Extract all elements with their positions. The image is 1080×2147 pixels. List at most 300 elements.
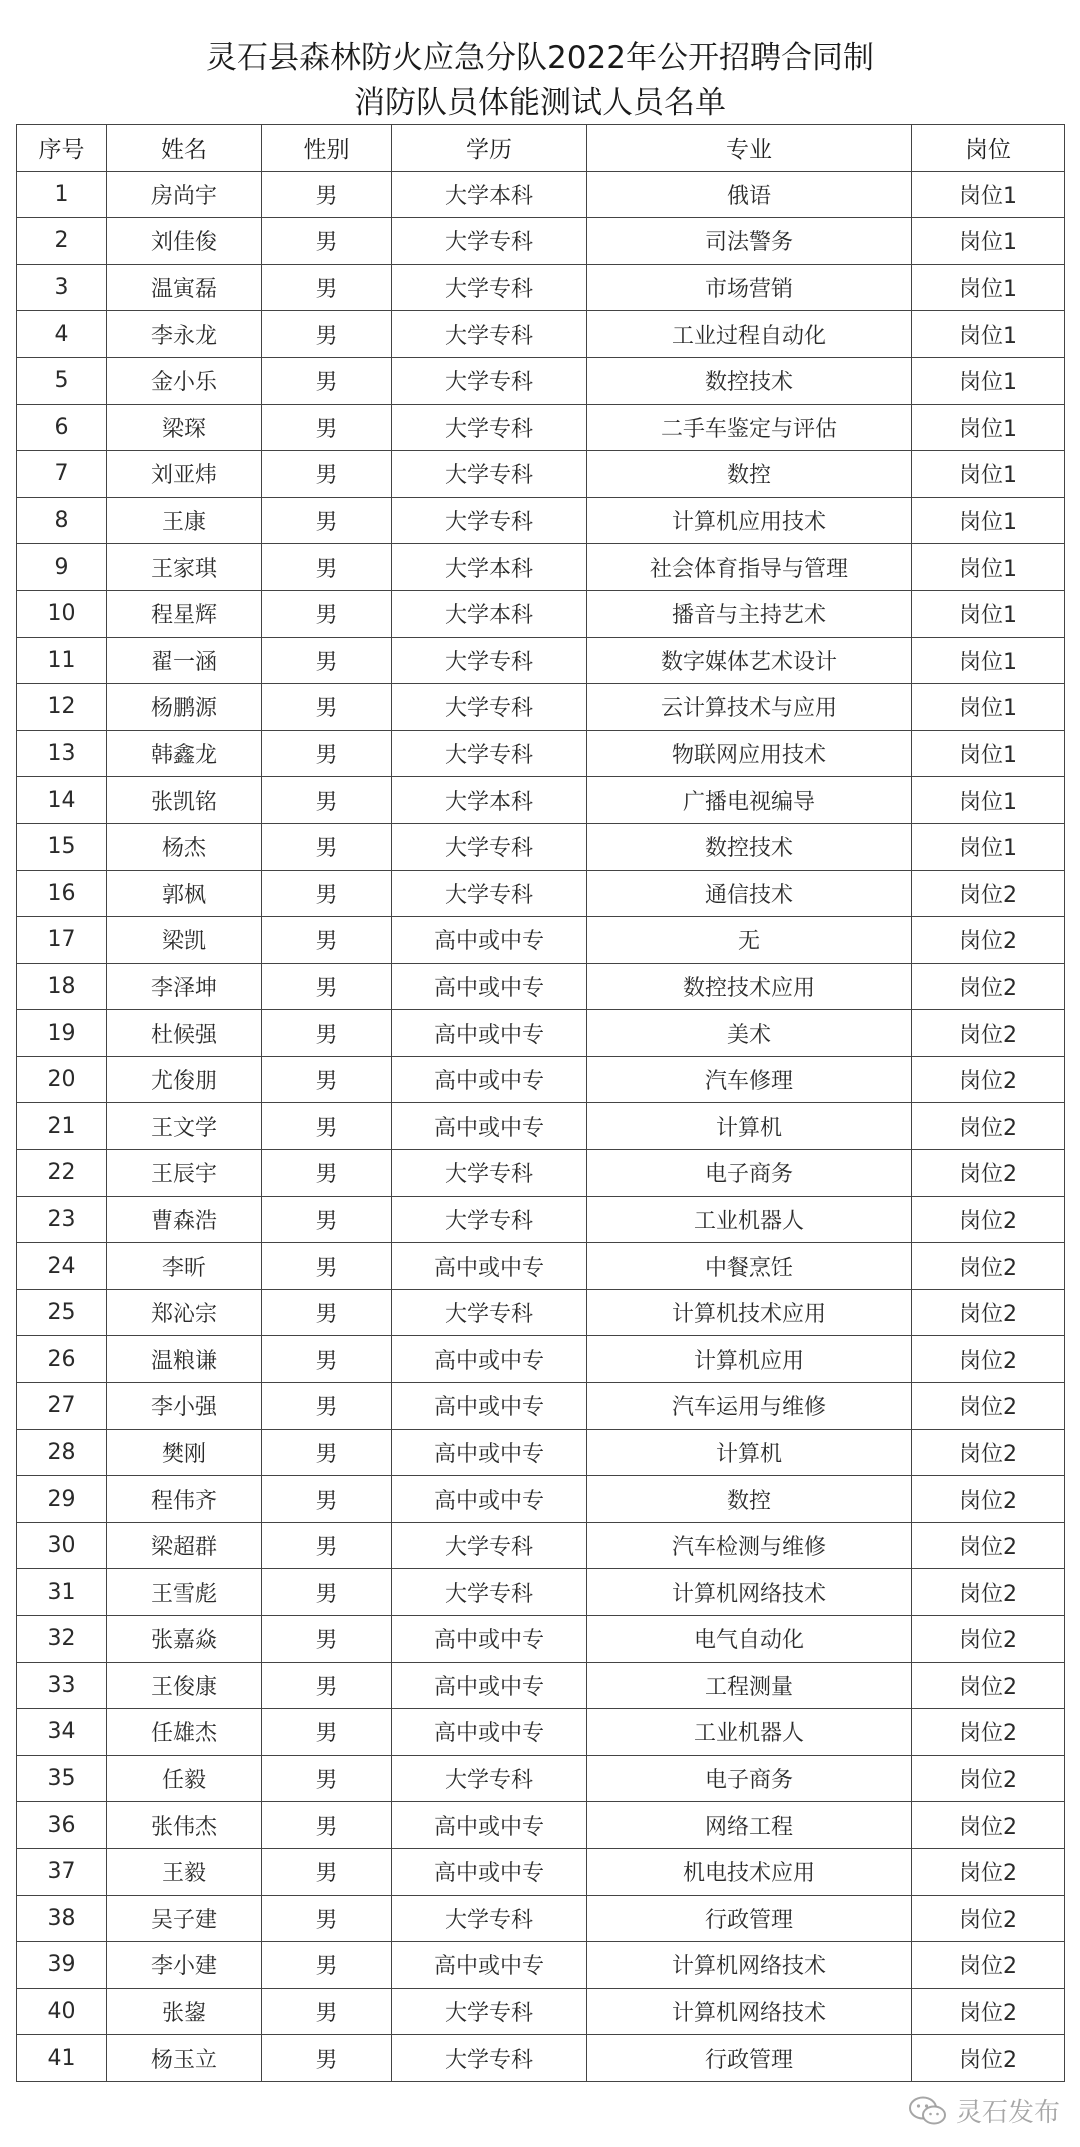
cell-seq: 10 [17,590,107,637]
cell-seq: 12 [17,684,107,731]
cell-seq: 33 [17,1662,107,1709]
cell-position: 岗位2 [912,1848,1065,1895]
cell-gender: 男 [262,1662,392,1709]
cell-position: 岗位2 [912,1942,1065,1989]
cell-major: 计算机网络技术 [587,1988,912,2035]
cell-major: 电气自动化 [587,1616,912,1663]
cell-major: 中餐烹饪 [587,1243,912,1290]
table-row [17,963,1065,1010]
cell-gender: 男 [262,1243,392,1290]
cell-major: 俄语 [587,171,912,218]
cell-gender: 男 [262,1056,392,1103]
cell-gender: 男 [262,1802,392,1849]
table-row [17,1383,1065,1430]
cell-major: 社会体育指导与管理 [587,544,912,591]
table-row [17,1429,1065,1476]
cell-education: 高中或中专 [392,963,587,1010]
table-row [17,357,1065,404]
cell-position: 岗位1 [912,730,1065,777]
cell-seq: 39 [17,1942,107,1989]
cell-gender: 男 [262,823,392,870]
cell-name: 王辰宇 [107,1150,262,1197]
cell-name: 李昕 [107,1243,262,1290]
table-row [17,637,1065,684]
cell-seq: 35 [17,1755,107,1802]
cell-gender: 男 [262,870,392,917]
cell-position: 岗位1 [912,264,1065,311]
cell-education: 大学本科 [392,171,587,218]
cell-name: 刘佳俊 [107,218,262,265]
cell-seq: 28 [17,1429,107,1476]
table-row [17,1988,1065,2035]
cell-education: 大学专科 [392,404,587,451]
cell-position: 岗位1 [912,357,1065,404]
cell-gender: 男 [262,1522,392,1569]
cell-position: 岗位2 [912,1709,1065,1756]
cell-education: 高中或中专 [392,1103,587,1150]
table-row [17,684,1065,731]
cell-major: 计算机技术应用 [587,1289,912,1336]
table-row [17,1522,1065,1569]
cell-education: 大学专科 [392,1988,587,2035]
cell-name: 王俊康 [107,1662,262,1709]
cell-education: 大学专科 [392,1150,587,1197]
cell-education: 大学专科 [392,2035,587,2082]
cell-major: 计算机应用 [587,1336,912,1383]
cell-education: 大学专科 [392,1522,587,1569]
table-row [17,1476,1065,1523]
cell-seq: 4 [17,311,107,358]
header-gender: 性别 [262,125,392,172]
cell-seq: 18 [17,963,107,1010]
cell-name: 程伟齐 [107,1476,262,1523]
cell-seq: 13 [17,730,107,777]
cell-name: 杨鹏源 [107,684,262,731]
table-row [17,1103,1065,1150]
cell-gender: 男 [262,1103,392,1150]
cell-name: 王家琪 [107,544,262,591]
table-row [17,1150,1065,1197]
cell-name: 刘亚炜 [107,451,262,498]
cell-seq: 15 [17,823,107,870]
header-seq: 序号 [17,125,107,172]
cell-gender: 男 [262,1895,392,1942]
table-body [17,171,1065,2081]
cell-position: 岗位2 [912,1429,1065,1476]
cell-name: 王康 [107,497,262,544]
cell-education: 高中或中专 [392,1476,587,1523]
cell-position: 岗位1 [912,497,1065,544]
cell-position: 岗位2 [912,1616,1065,1663]
cell-education: 大学本科 [392,590,587,637]
cell-gender: 男 [262,777,392,824]
cell-major: 数控技术 [587,823,912,870]
table-row [17,1336,1065,1383]
cell-name: 李永龙 [107,311,262,358]
cell-name: 韩鑫龙 [107,730,262,777]
cell-name: 王文学 [107,1103,262,1150]
cell-major: 无 [587,917,912,964]
cell-major: 工业机器人 [587,1196,912,1243]
cell-seq: 22 [17,1150,107,1197]
cell-position: 岗位2 [912,1988,1065,2035]
cell-education: 大学专科 [392,218,587,265]
cell-major: 电子商务 [587,1755,912,1802]
table-row [17,497,1065,544]
cell-seq: 34 [17,1709,107,1756]
cell-position: 岗位2 [912,1802,1065,1849]
page-subtitle: 消防队员体能测试人员名单 [354,85,726,121]
cell-name: 翟一涵 [107,637,262,684]
cell-education: 高中或中专 [392,1056,587,1103]
table-row [17,218,1065,265]
cell-major: 通信技术 [587,870,912,917]
cell-seq: 21 [17,1103,107,1150]
cell-position: 岗位1 [912,590,1065,637]
cell-name: 温粮谦 [107,1336,262,1383]
cell-position: 岗位2 [912,1383,1065,1430]
table-row [17,1010,1065,1057]
cell-position: 岗位2 [912,1569,1065,1616]
cell-name: 尤俊朋 [107,1056,262,1103]
cell-position: 岗位1 [912,404,1065,451]
cell-position: 岗位2 [912,1289,1065,1336]
cell-name: 郭枫 [107,870,262,917]
cell-major: 工业过程自动化 [587,311,912,358]
cell-education: 高中或中专 [392,1662,587,1709]
cell-gender: 男 [262,1988,392,2035]
cell-education: 大学专科 [392,637,587,684]
cell-gender: 男 [262,637,392,684]
cell-education: 大学专科 [392,311,587,358]
cell-gender: 男 [262,1476,392,1523]
table-row [17,1895,1065,1942]
page-title: 灵石县森林防火应急分队2022年公开招聘合同制 [206,40,874,76]
cell-position: 岗位1 [912,451,1065,498]
table-row [17,1662,1065,1709]
cell-name: 任毅 [107,1755,262,1802]
cell-major: 数字媒体艺术设计 [587,637,912,684]
watermark [908,2092,1060,2129]
cell-major: 二手车鉴定与评估 [587,404,912,451]
table-row [17,1942,1065,1989]
table-row [17,311,1065,358]
cell-position: 岗位1 [912,637,1065,684]
cell-name: 张凯铭 [107,777,262,824]
cell-position: 岗位1 [912,684,1065,731]
cell-seq: 19 [17,1010,107,1057]
cell-major: 汽车运用与维修 [587,1383,912,1430]
cell-major: 计算机应用技术 [587,497,912,544]
cell-name: 吴子建 [107,1895,262,1942]
cell-gender: 男 [262,218,392,265]
cell-major: 计算机 [587,1429,912,1476]
cell-position: 岗位2 [912,1150,1065,1197]
cell-major: 电子商务 [587,1150,912,1197]
table-row [17,730,1065,777]
cell-major: 播音与主持艺术 [587,590,912,637]
cell-seq: 26 [17,1336,107,1383]
cell-name: 杨杰 [107,823,262,870]
cell-major: 网络工程 [587,1802,912,1849]
cell-education: 大学专科 [392,497,587,544]
table-row [17,1802,1065,1849]
cell-education: 大学专科 [392,730,587,777]
cell-gender: 男 [262,2035,392,2082]
cell-seq: 23 [17,1196,107,1243]
cell-gender: 男 [262,1616,392,1663]
header-position: 岗位 [912,125,1065,172]
cell-name: 张嘉焱 [107,1616,262,1663]
cell-name: 王毅 [107,1848,262,1895]
table-row [17,404,1065,451]
cell-seq: 16 [17,870,107,917]
cell-major: 计算机网络技术 [587,1942,912,1989]
table-row [17,1709,1065,1756]
cell-major: 广播电视编导 [587,777,912,824]
table-row [17,1056,1065,1103]
cell-gender: 男 [262,590,392,637]
cell-major: 工业机器人 [587,1709,912,1756]
cell-education: 大学本科 [392,777,587,824]
cell-position: 岗位2 [912,1196,1065,1243]
cell-major: 数控技术 [587,357,912,404]
cell-name: 房尚宇 [107,171,262,218]
cell-gender: 男 [262,1429,392,1476]
cell-seq: 38 [17,1895,107,1942]
cell-position: 岗位2 [912,963,1065,1010]
cell-major: 美术 [587,1010,912,1057]
cell-education: 高中或中专 [392,1383,587,1430]
cell-education: 高中或中专 [392,1429,587,1476]
cell-gender: 男 [262,264,392,311]
cell-major: 计算机 [587,1103,912,1150]
cell-education: 高中或中专 [392,1942,587,1989]
cell-name: 杨玉立 [107,2035,262,2082]
cell-seq: 41 [17,2035,107,2082]
table-row [17,2035,1065,2082]
cell-position: 岗位2 [912,1010,1065,1057]
table-row [17,917,1065,964]
wechat-icon [908,2095,948,2127]
cell-position: 岗位2 [912,870,1065,917]
cell-education: 高中或中专 [392,917,587,964]
cell-gender: 男 [262,1709,392,1756]
cell-name: 张鋆 [107,1988,262,2035]
cell-gender: 男 [262,1942,392,1989]
cell-name: 李小强 [107,1383,262,1430]
cell-gender: 男 [262,1755,392,1802]
table-row [17,451,1065,498]
cell-seq: 37 [17,1848,107,1895]
cell-position: 岗位1 [912,311,1065,358]
cell-gender: 男 [262,1848,392,1895]
cell-education: 高中或中专 [392,1010,587,1057]
cell-position: 岗位2 [912,1476,1065,1523]
roster-table [16,124,1065,2082]
cell-seq: 36 [17,1802,107,1849]
cell-position: 岗位2 [912,1522,1065,1569]
cell-position: 岗位1 [912,218,1065,265]
cell-seq: 40 [17,1988,107,2035]
cell-position: 岗位1 [912,171,1065,218]
cell-name: 郑沁宗 [107,1289,262,1336]
cell-gender: 男 [262,171,392,218]
cell-position: 岗位2 [912,1895,1065,1942]
cell-name: 曹森浩 [107,1196,262,1243]
cell-gender: 男 [262,1010,392,1057]
cell-education: 高中或中专 [392,1243,587,1290]
cell-seq: 14 [17,777,107,824]
cell-gender: 男 [262,963,392,1010]
table-row [17,777,1065,824]
cell-gender: 男 [262,1336,392,1383]
cell-seq: 6 [17,404,107,451]
cell-name: 李小建 [107,1942,262,1989]
cell-education: 大学专科 [392,451,587,498]
cell-education: 高中或中专 [392,1336,587,1383]
cell-major: 数控 [587,451,912,498]
cell-major: 机电技术应用 [587,1848,912,1895]
cell-seq: 11 [17,637,107,684]
cell-position: 岗位2 [912,1243,1065,1290]
cell-education: 大学专科 [392,1569,587,1616]
header-education: 学历 [392,125,587,172]
cell-name: 程星辉 [107,590,262,637]
table-row [17,823,1065,870]
cell-position: 岗位2 [912,1755,1065,1802]
cell-gender: 男 [262,684,392,731]
cell-major: 物联网应用技术 [587,730,912,777]
cell-education: 大学专科 [392,357,587,404]
cell-position: 岗位2 [912,1103,1065,1150]
cell-gender: 男 [262,1569,392,1616]
cell-major: 数控技术应用 [587,963,912,1010]
cell-position: 岗位2 [912,1662,1065,1709]
cell-seq: 24 [17,1243,107,1290]
cell-major: 市场营销 [587,264,912,311]
cell-major: 计算机网络技术 [587,1569,912,1616]
cell-seq: 30 [17,1522,107,1569]
table-row [17,590,1065,637]
cell-education: 大学本科 [392,544,587,591]
cell-seq: 8 [17,497,107,544]
cell-position: 岗位1 [912,777,1065,824]
cell-seq: 9 [17,544,107,591]
cell-gender: 男 [262,311,392,358]
cell-education: 大学专科 [392,870,587,917]
cell-name: 张伟杰 [107,1802,262,1849]
cell-position: 岗位2 [912,1336,1065,1383]
cell-education: 高中或中专 [392,1709,587,1756]
cell-name: 李泽坤 [107,963,262,1010]
cell-education: 大学专科 [392,823,587,870]
cell-position: 岗位2 [912,917,1065,964]
table-row [17,870,1065,917]
table-row [17,1196,1065,1243]
cell-name: 任雄杰 [107,1709,262,1756]
cell-major: 云计算技术与应用 [587,684,912,731]
table-row [17,1848,1065,1895]
header-major: 专业 [587,125,912,172]
cell-gender: 男 [262,730,392,777]
table-row [17,1616,1065,1663]
cell-name: 温寅磊 [107,264,262,311]
header-name: 姓名 [107,125,262,172]
cell-seq: 7 [17,451,107,498]
cell-name: 樊刚 [107,1429,262,1476]
cell-education: 大学专科 [392,684,587,731]
cell-major: 行政管理 [587,1895,912,1942]
cell-major: 汽车检测与维修 [587,1522,912,1569]
table-row [17,171,1065,218]
cell-gender: 男 [262,1150,392,1197]
cell-name: 梁超群 [107,1522,262,1569]
cell-education: 高中或中专 [392,1616,587,1663]
cell-seq: 32 [17,1616,107,1663]
cell-seq: 1 [17,171,107,218]
table-row [17,1755,1065,1802]
cell-gender: 男 [262,497,392,544]
cell-gender: 男 [262,1289,392,1336]
cell-name: 梁琛 [107,404,262,451]
cell-gender: 男 [262,1196,392,1243]
cell-position: 岗位2 [912,1056,1065,1103]
cell-major: 数控 [587,1476,912,1523]
cell-seq: 3 [17,264,107,311]
cell-seq: 27 [17,1383,107,1430]
cell-major: 司法警务 [587,218,912,265]
table-row [17,264,1065,311]
cell-position: 岗位1 [912,823,1065,870]
cell-gender: 男 [262,1383,392,1430]
cell-position: 岗位2 [912,2035,1065,2082]
cell-gender: 男 [262,357,392,404]
cell-major: 行政管理 [587,2035,912,2082]
cell-gender: 男 [262,451,392,498]
cell-seq: 25 [17,1289,107,1336]
cell-education: 大学专科 [392,1196,587,1243]
cell-name: 金小乐 [107,357,262,404]
cell-name: 梁凯 [107,917,262,964]
cell-seq: 29 [17,1476,107,1523]
cell-gender: 男 [262,917,392,964]
cell-education: 大学专科 [392,1895,587,1942]
cell-seq: 5 [17,357,107,404]
table-row [17,1243,1065,1290]
cell-gender: 男 [262,544,392,591]
cell-name: 王雪彪 [107,1569,262,1616]
cell-education: 大学专科 [392,1289,587,1336]
cell-seq: 31 [17,1569,107,1616]
cell-position: 岗位1 [912,544,1065,591]
cell-major: 汽车修理 [587,1056,912,1103]
table-row [17,1289,1065,1336]
watermark-text: 灵石发布 [955,2098,1060,2128]
cell-name: 杜候强 [107,1010,262,1057]
cell-seq: 17 [17,917,107,964]
cell-education: 大学专科 [392,1755,587,1802]
cell-seq: 2 [17,218,107,265]
cell-education: 大学专科 [392,264,587,311]
table-row [17,1569,1065,1616]
cell-seq: 20 [17,1056,107,1103]
table-row [17,544,1065,591]
cell-major: 工程测量 [587,1662,912,1709]
table-header-row [17,125,1065,172]
cell-gender: 男 [262,404,392,451]
cell-education: 高中或中专 [392,1848,587,1895]
